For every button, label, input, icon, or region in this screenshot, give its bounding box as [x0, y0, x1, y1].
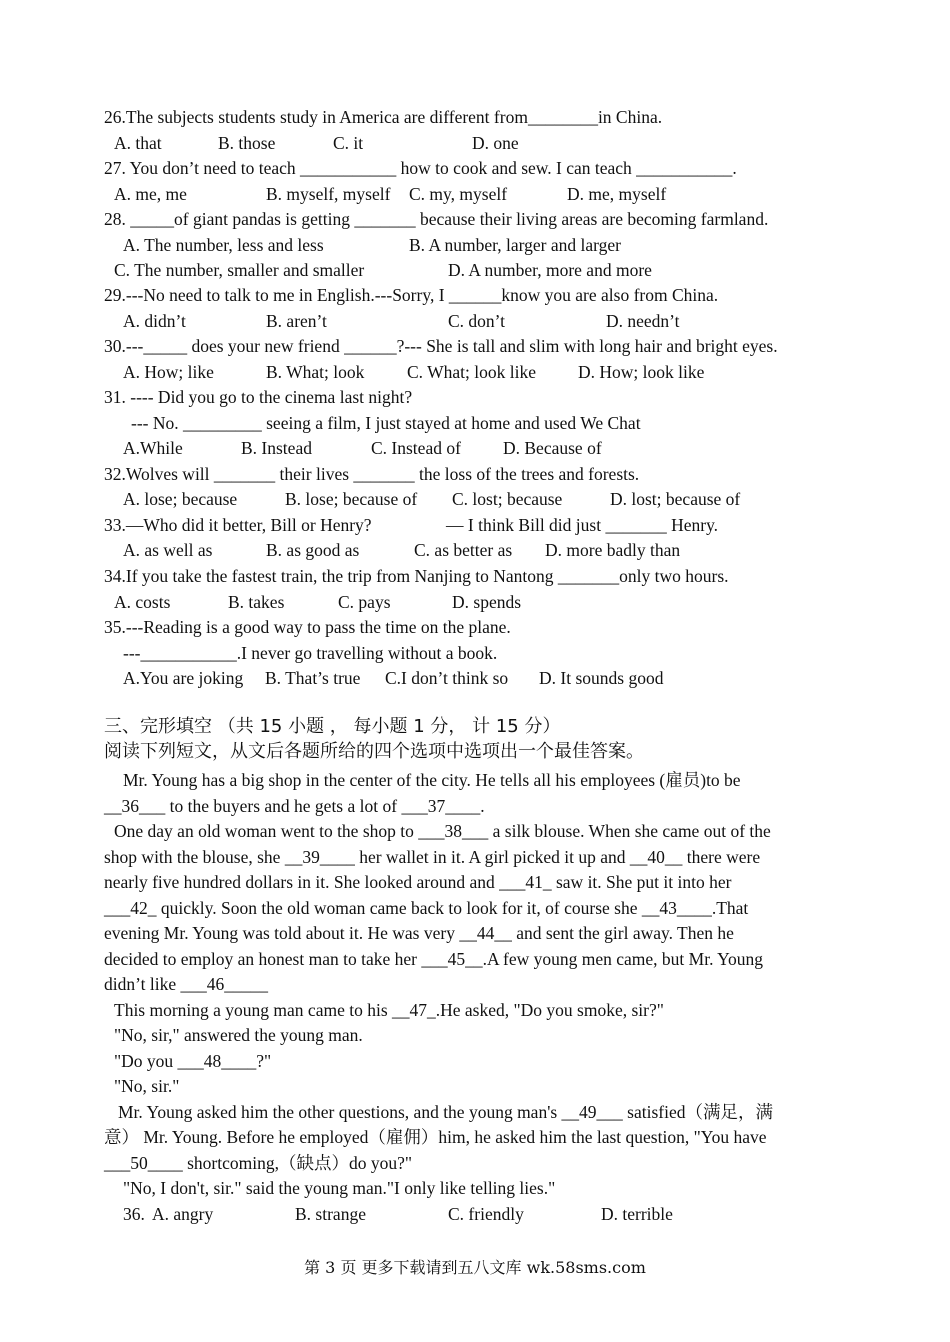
passage-line: One day an old woman went to the shop to ___38___ a silk blouse. When she came out of the [114, 821, 771, 841]
question-35-stem-reply: ---___________.I never go travelling without a book. [123, 643, 498, 663]
question-34-stem: 34.If you take the fastest train, the trip from Nanjing to Nantong _______only two hours. [104, 566, 729, 586]
q32-option-c: C. lost; because [452, 489, 563, 509]
passage-line: 意） Mr. Young. Before he employed（雇佣）him, he asked him the last question, "You have [104, 1127, 767, 1147]
q26-option-b: B. those [218, 133, 276, 153]
q28-option-b: B. A number, larger and larger [409, 235, 621, 255]
q33-option-d: D. more badly than [545, 540, 681, 560]
page-footer: 第 3 页 更多下载请到五八文库 wk.58sms.com [304, 1258, 646, 1277]
passage-line: "No, I don't, sir." said the young man."I only like telling lies." [123, 1178, 556, 1198]
question-32-stem: 32.Wolves will _______ their lives _______ the loss of the trees and forests. [104, 464, 640, 484]
q34-option-a: A. costs [114, 592, 171, 612]
q31-option-b: B. Instead [241, 438, 312, 458]
q29-option-d: D. needn’t [606, 311, 680, 331]
q27-option-d: D. me, myself [567, 184, 667, 204]
q30-option-a: A. How; like [123, 362, 214, 382]
q34-option-c: C. pays [338, 592, 391, 612]
q27-option-b: B. myself, myself [266, 184, 391, 204]
passage-line: "Do you ___48____?" [114, 1051, 272, 1071]
passage-line: This morning a young man came to his __47_.He asked, "Do you smoke, sir?" [114, 1000, 664, 1020]
passage-line: Mr. Young has a big shop in the center of the city. He tells all his employees (雇员)to be [123, 770, 741, 790]
q36-option-b: B. strange [295, 1204, 366, 1224]
question-35-stem: 35.---Reading is a good way to pass the time on the plane. [104, 617, 511, 637]
q35-option-d: D. It sounds good [539, 668, 664, 688]
passage-line: didn’t like ___46_____ [104, 974, 268, 994]
passage-line: shop with the blouse, she __39____ her wallet in it. A girl picked it up and __40__ there were [104, 847, 761, 867]
passage-line: evening Mr. Young was told about it. He was very __44__ and sent the girl away. Then he [104, 923, 734, 943]
q36-option-c: C. friendly [448, 1204, 524, 1224]
question-33-stem-reply: — I think Bill did just _______ Henry. [446, 515, 719, 535]
passage-line: __36___ to the buyers and he gets a lot of ___37____. [104, 796, 485, 816]
q28-option-c: C. The number, smaller and smaller [114, 260, 365, 280]
q29-option-c: C. don’t [448, 311, 506, 331]
q32-option-a: A. lose; because [123, 489, 238, 509]
q31-option-d: D. Because of [503, 438, 602, 458]
question-30-stem: 30.---_____ does your new friend ______?--- She is tall and slim with long hair and bright eyes. [104, 336, 778, 356]
passage-line: nearly five hundred dollars in it. She looked around and ___41_ saw it. She put it into her [104, 872, 732, 892]
section-3-instruction: 阅读下列短文，从文后各题所给的四个选项中选项出一个最佳答案。 [104, 741, 644, 762]
q27-option-c: C. my, myself [409, 184, 508, 204]
q29-option-b: B. aren’t [266, 311, 327, 331]
q28-option-a: A. The number, less and less [123, 235, 324, 255]
passage-line: Mr. Young asked him the other questions, and the young man's __49___ satisfied（满足，满 [118, 1102, 773, 1122]
question-29-stem: 29.---No need to talk to me in English.---Sorry, I ______know you are also from China. [104, 285, 719, 305]
q26-option-a: A. that [114, 133, 162, 153]
q29-option-a: A. didn’t [123, 311, 186, 331]
q35-option-b: B. That’s true [265, 668, 361, 688]
passage-line: ___50____ shortcoming,（缺点）do you?" [104, 1153, 413, 1173]
q26-option-d: D. one [472, 133, 519, 153]
q28-option-d: D. A number, more and more [448, 260, 652, 280]
q31-option-a: A.While [123, 438, 183, 458]
question-27-stem: 27. You don’t need to teach ___________ how to cook and sew. I can teach ___________. [104, 158, 737, 178]
q30-option-c: C. What; look like [407, 362, 536, 382]
question-31-stem-reply: --- No. _________ seeing a film, I just stayed at home and used We Chat [131, 413, 641, 433]
q33-option-a: A. as well as [123, 540, 213, 560]
q36-label: 36. [123, 1204, 145, 1224]
passage-line: "No, sir." [114, 1076, 180, 1096]
q34-option-b: B. takes [228, 592, 285, 612]
passage-line: "No, sir," answered the young man. [114, 1025, 363, 1045]
q30-option-d: D. How; look like [578, 362, 705, 382]
q36-option-a: A. angry [152, 1204, 214, 1224]
question-31-stem: 31. ---- Did you go to the cinema last night? [104, 387, 413, 407]
q32-option-b: B. lose; because of [285, 489, 418, 509]
q35-option-c: C.I don’t think so [385, 668, 509, 688]
q34-option-d: D. spends [452, 592, 522, 612]
q26-option-c: C. it [333, 133, 364, 153]
q30-option-b: B. What; look [266, 362, 365, 382]
q31-option-c: C. Instead of [371, 438, 461, 458]
q33-option-c: C. as better as [414, 540, 513, 560]
question-26-stem: 26.The subjects students study in America are different from________in China. [104, 107, 663, 127]
question-28-stem: 28. _____of giant pandas is getting _______ because their living areas are becoming farmland. [104, 209, 769, 229]
q36-option-d: D. terrible [601, 1204, 673, 1224]
q27-option-a: A. me, me [114, 184, 187, 204]
question-33-stem: 33.—Who did it better, Bill or Henry? [104, 515, 372, 535]
passage-line: ___42_ quickly. Soon the old woman came back to look for it, of course she __43____.That [104, 898, 749, 918]
section-3-heading: 三、完形填空 （共 15 小题 ， 每小题 1 分， 计 15 分） [104, 716, 561, 737]
q32-option-d: D. lost; because of [610, 489, 741, 509]
q33-option-b: B. as good as [266, 540, 360, 560]
passage-line: decided to employ an honest man to take her ___45__.A few young men came, but Mr. Young [104, 949, 764, 969]
q35-option-a: A.You are joking [123, 668, 244, 688]
